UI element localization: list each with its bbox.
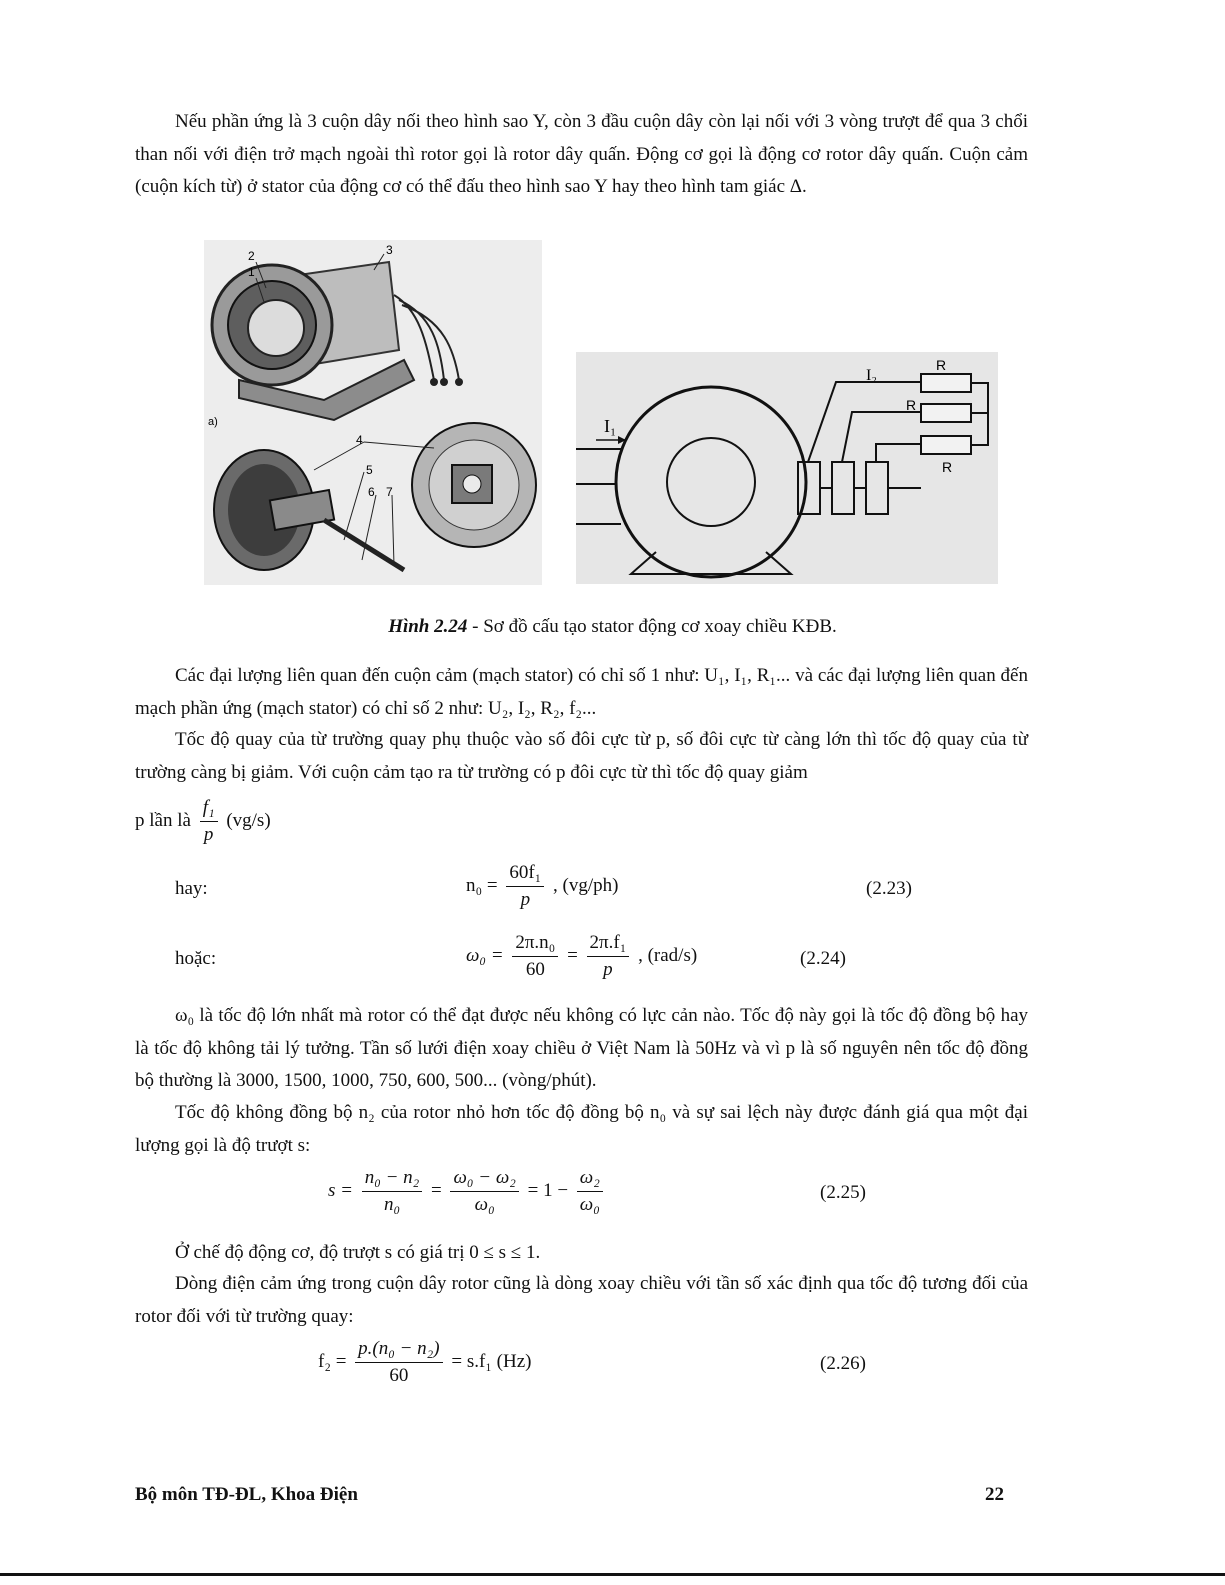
label-i2: I₂ xyxy=(866,367,877,384)
paragraph-rotor-winding: Nếu phần ứng là 3 cuộn dây nối theo hình sao Y, còn 3 đầu cuộn dây còn lại nối với 3 vòng trượt để qua 3 chổi than nối với điện trở mạch ngoài thì rotor gọi là rotor dây quấn. Động cơ gọi là động cơ rotor dây quấn. Cuộn cảm (cuộn kích từ) ở stator của động cơ có thể đấu theo hình sao Y hay theo hình tam giác Δ. xyxy=(135,111,1028,197)
label-a: a) xyxy=(208,416,218,428)
paragraph-slip-range: Ở chế độ động cơ, độ trượt s có giá trị 0 ≤ s ≤ 1. xyxy=(175,1242,541,1263)
label-5: 5 xyxy=(366,463,373,477)
eq-2-25-number: (2.25) xyxy=(820,1182,866,1203)
paragraph-slip: Tốc độ không đồng bộ n₂ của rotor nhỏ hơn tốc độ đồng bộ n₀ và sự sai lệch này được đánh giá qua một đại lượng gọi là độ trượt s: xyxy=(135,1102,1028,1156)
footer-department: Bộ môn TĐ-ĐL, Khoa Điện xyxy=(135,1484,358,1505)
figure-caption: Hình 2.24 - Sơ đồ cấu tạo stator động cơ xoay chiều KĐB. xyxy=(388,616,837,637)
page-number: 22 xyxy=(985,1484,1004,1505)
paragraph-rotor-current: Dòng điện cảm ứng trong cuộn dây rotor cũng là dòng xoay chiều với tần số xác định qua tốc độ tương đối của rotor đối với từ trường quay: xyxy=(135,1273,1028,1327)
label-6: 6 xyxy=(368,485,375,499)
label-r3: R xyxy=(942,459,953,475)
label-1: 1 xyxy=(248,265,255,279)
label-3: 3 xyxy=(386,243,393,257)
label-r2: R xyxy=(906,397,917,413)
eq-2-23: n₀ = $\frac{\text{60f₁}}{p}$ , (vg/ph) xyxy=(466,862,619,910)
label-r1: R xyxy=(936,357,947,373)
eq-2-23-number: (2.23) xyxy=(866,878,912,899)
circuit-drawing xyxy=(576,352,998,584)
inline-speed-fraction: p lần là $\frac{\text{f₁}}{p}$ (vg/s) xyxy=(135,797,271,845)
label-4: 4 xyxy=(356,433,363,447)
eq-2-24: ω₀ = $\frac{\text{2π.n₀}}{60}$ = $\frac{\text{2π.f₁}}{p}$ , (rad/s) xyxy=(466,932,698,980)
paragraph-subscripts: Các đại lượng liên quan đến cuộn cảm (mạch stator) có chỉ số 1 như: U₁, I₁, R₁... và các đại lượng liên quan đến mạch phần ứng (mạch stator) có chỉ số 2 như: U₂, I₂, R₂, f₂... xyxy=(135,665,1028,719)
eq-2-23-lead: hay: xyxy=(175,878,208,899)
label-7: 7 xyxy=(386,485,393,499)
paragraph-sync-speed: ω₀ là tốc độ lớn nhất mà rotor có thể đạt được nếu không có lực cản nào. Tốc độ này gọi là tốc độ đồng bộ hay là tốc độ không tải lý tưởng. Tần số lưới điện xoay chiều ở Việt Nam là 50Hz và vì p là số nguyên nên tốc độ đồng bộ thường là 3000, 1500, 1000, 750, 600, 500... (vòng/phút). xyxy=(135,1005,1028,1091)
label-i1: I₁ xyxy=(604,416,617,436)
eq-2-24-lead: hoặc: xyxy=(175,948,217,969)
bottom-rule xyxy=(0,1573,1225,1576)
eq-2-26: f₂ = $\frac{\text{p.(n₀ − n₂)}}{60}$ = s.f₁ (Hz) xyxy=(318,1338,532,1386)
eq-2-26-number: (2.26) xyxy=(820,1353,866,1374)
eq-2-25: s = $\frac{\text{n₀ − n₂}}{\text{n₀}}$ = $\frac{\text{ω₀ − ω₂}}{\text{ω₀}}$ = 1 − $\frac{\text{ω₂}}{\text{ω₀}}$ xyxy=(328,1165,607,1218)
label-2: 2 xyxy=(248,249,255,263)
figure-motor-stator-rotor xyxy=(204,240,542,585)
motor-drawing xyxy=(204,240,542,585)
figure-wound-rotor-circuit xyxy=(576,352,998,584)
paragraph-pole-pairs: Tốc độ quay của từ trường quay phụ thuộc vào số đôi cực từ p, số đôi cực từ càng lớn thì tốc độ quay của từ trường càng bị giảm. Với cuộn cảm tạo ra từ trường có p đôi cực từ thì tốc độ quay giảm xyxy=(135,729,1028,783)
eq-2-24-number: (2.24) xyxy=(800,948,846,969)
